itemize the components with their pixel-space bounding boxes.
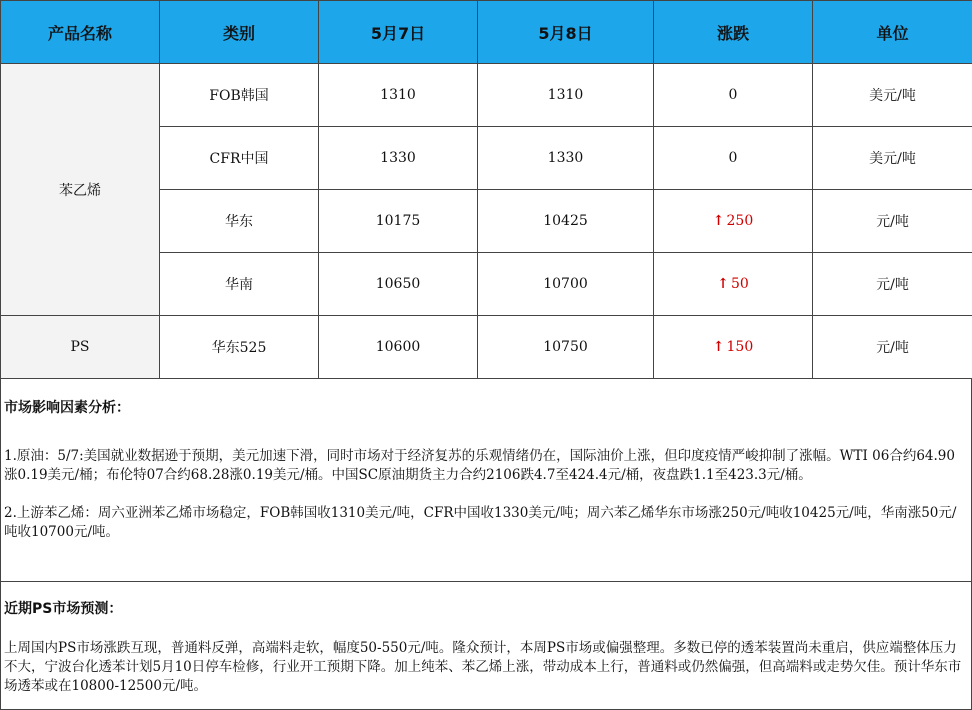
table-header-row [1, 1, 972, 64]
analysis-title: 市场影响因素分析： [4, 399, 967, 418]
change-value: 0 [729, 150, 738, 166]
up-arrow-icon: ↑ [713, 213, 725, 229]
may7-cell: 10650 [319, 253, 478, 316]
change-cell [654, 64, 813, 127]
may8-cell: 10700 [478, 253, 654, 316]
change-value: 50 [731, 276, 749, 292]
change-cell [654, 127, 813, 190]
header-unit: 单位 [813, 1, 972, 64]
change-cell [654, 316, 813, 379]
change-cell [654, 253, 813, 316]
unit-cell: 美元/吨 [813, 127, 972, 190]
product-cell-ps: PS [1, 316, 160, 379]
product-cell-styrene: 苯乙烯 [1, 64, 160, 316]
change-value: 250 [727, 213, 754, 229]
table-row [1, 64, 972, 127]
table-row [1, 316, 972, 379]
header-category: 类别 [160, 1, 319, 64]
analysis-paragraph-styrene: 2.上游苯乙烯：周六亚洲苯乙烯市场稳定，FOB韩国收1310美元/吨，CFR中国收1330美元/吨；周六苯乙烯华东市场涨250元/吨收10425元/吨，华南涨50元/吨收10700元/吨。 [4, 504, 967, 542]
forecast-section [0, 582, 972, 710]
analysis-section [0, 379, 972, 582]
may7-cell: 1330 [319, 127, 478, 190]
category-cell: 华东525 [160, 316, 319, 379]
category-cell: FOB韩国 [160, 64, 319, 127]
header-may8: 5月8日 [478, 1, 654, 64]
change-value: 0 [729, 87, 738, 103]
may7-cell: 10600 [319, 316, 478, 379]
category-cell: 华东 [160, 190, 319, 253]
may8-cell: 10425 [478, 190, 654, 253]
forecast-paragraph: 上周国内PS市场涨跌互现，普通料反弹，高端料走软，幅度50-550元/吨。隆众预计，本周PS市场或偏强整理。多数已停的透苯装置尚未重启，供应端整体压力不大，宁波台化透苯计划5月10日停车检修，行业开工预期下降。加上纯苯、苯乙烯上涨，带动成本上行，普通料或仍然偏强，但高端料或走势欠佳。预计华东市场透苯或在10800-12500元/吨。 [4, 639, 967, 696]
unit-cell: 元/吨 [813, 190, 972, 253]
may8-cell: 1330 [478, 127, 654, 190]
may8-cell: 10750 [478, 316, 654, 379]
category-cell: 华南 [160, 253, 319, 316]
change-value: 150 [727, 339, 754, 355]
category-cell: CFR中国 [160, 127, 319, 190]
header-change: 涨跌 [654, 1, 813, 64]
up-arrow-icon: ↑ [717, 276, 729, 292]
header-may7: 5月7日 [319, 1, 478, 64]
change-cell [654, 190, 813, 253]
may7-cell: 1310 [319, 64, 478, 127]
unit-cell: 元/吨 [813, 316, 972, 379]
forecast-title: 近期PS市场预测： [4, 600, 967, 619]
unit-cell: 元/吨 [813, 253, 972, 316]
may8-cell: 1310 [478, 64, 654, 127]
analysis-paragraph-crude: 1.原油：5/7:美国就业数据逊于预期，美元加速下滑，同时市场对于经济复苏的乐观情绪仍在，国际油价上涨，但印度疫情严峻抑制了涨幅。WTI 06合约64.90涨0.19美元/桶；布伦特07合约68.28涨0.19美元/桶。中国SC原油期货主力合约2106跌4.7至424.4元/桶，夜盘跌1.1至423.3元/桶。 [4, 447, 967, 485]
header-product: 产品名称 [1, 1, 160, 64]
up-arrow-icon: ↑ [713, 339, 725, 355]
unit-cell: 美元/吨 [813, 64, 972, 127]
may7-cell: 10175 [319, 190, 478, 253]
